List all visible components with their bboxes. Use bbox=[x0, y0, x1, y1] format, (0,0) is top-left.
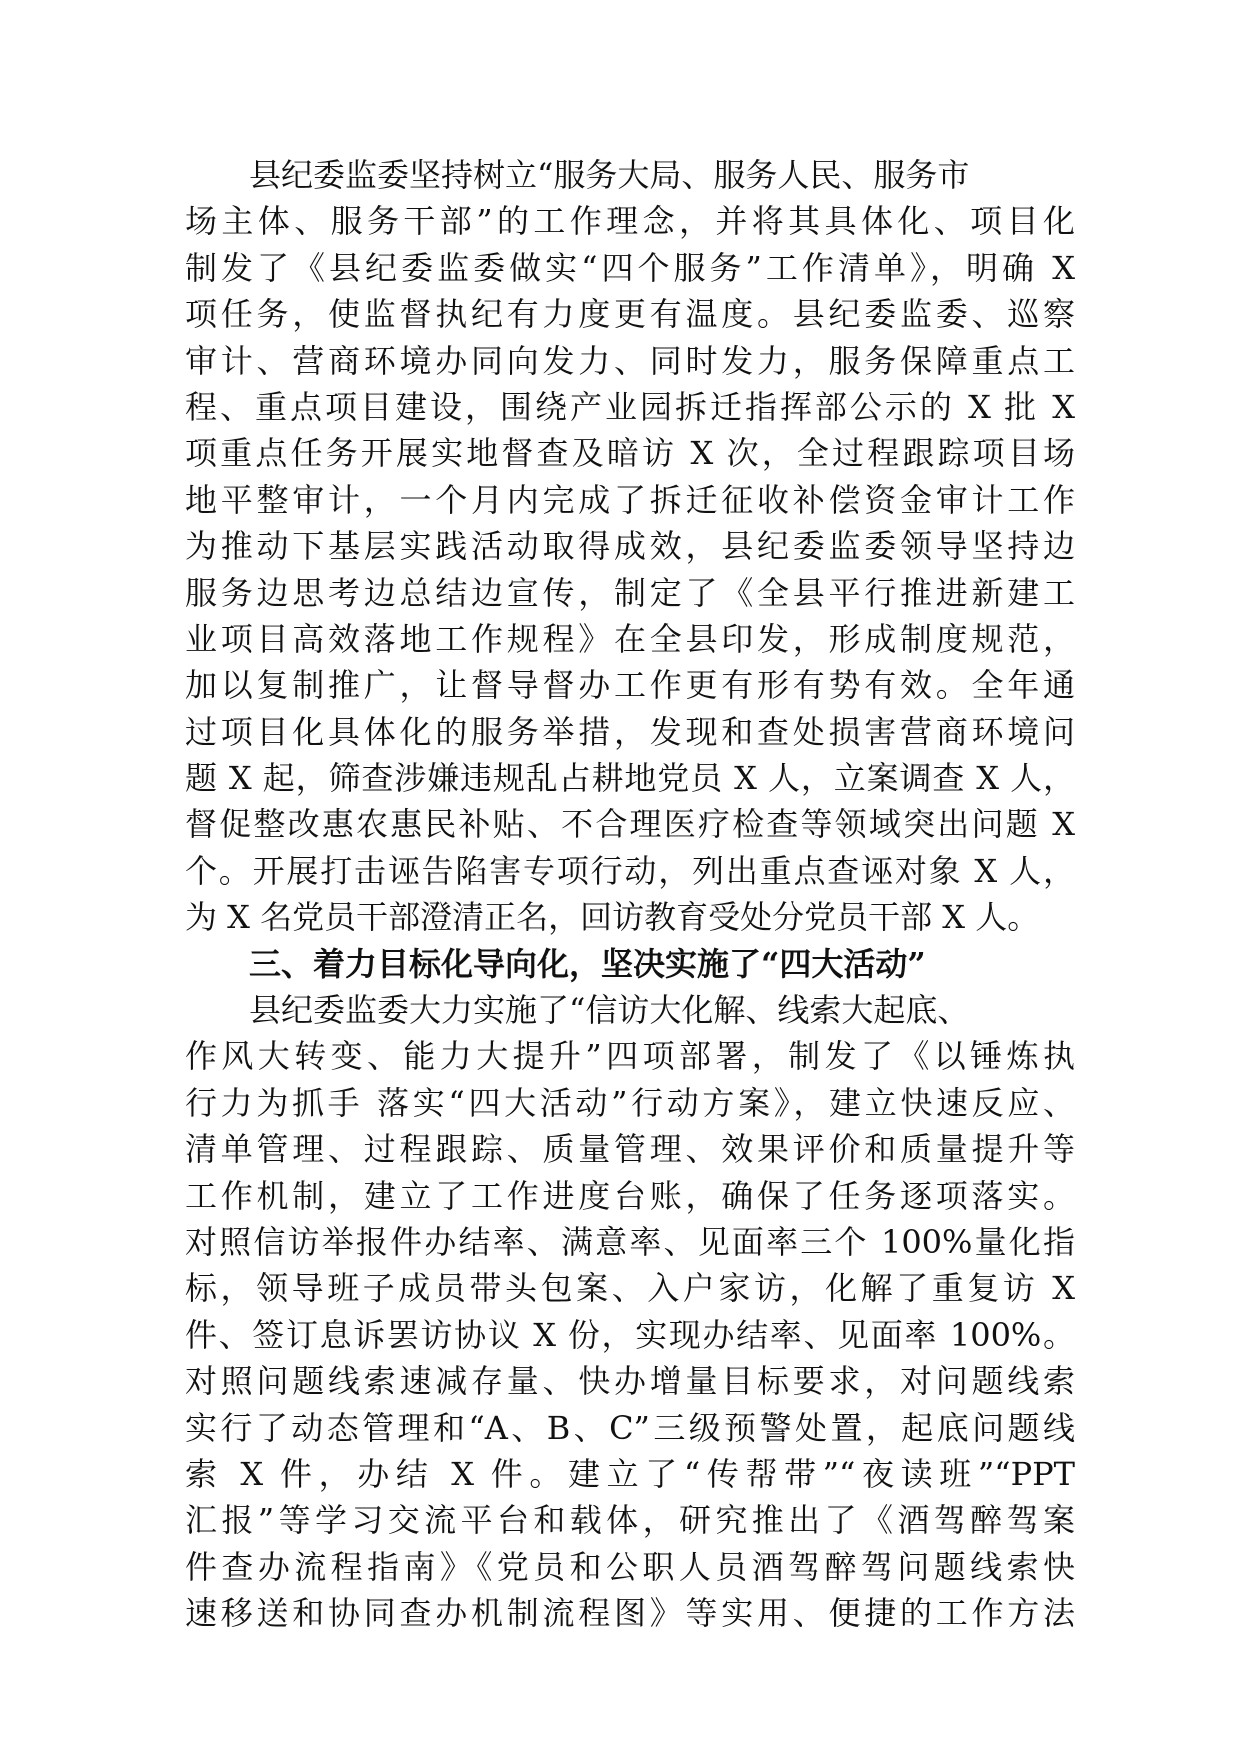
paragraph-line: 为 X 名党员干部澄清正名，回访教育受处分党员干部 X 人。 bbox=[185, 898, 1040, 937]
paragraph-line: 地平整审计，一个月内完成了拆迁征收补偿资金审计工作 bbox=[185, 480, 1075, 519]
paragraph-line: 业项目高效落地工作规程》在全县印发，形成制度规范， bbox=[185, 619, 1075, 658]
paragraph-line: 县纪委监委坚持树立“服务大局、服务人民、服务市 bbox=[249, 156, 970, 194]
paragraph-line: 制发了《县纪委监委做实“四个服务”工作清单》，明确 X bbox=[185, 248, 1075, 287]
paragraph-line: 对照信访举报件办结率、满意率、见面率三个 100%量化指 bbox=[185, 1222, 1075, 1261]
paragraph-line: 件查办流程指南》《党员和公职人员酒驾醉驾问题线索快 bbox=[185, 1547, 1075, 1586]
paragraph-line: 清单管理、过程跟踪、质量管理、效果评价和质量提升等 bbox=[185, 1130, 1075, 1169]
paragraph-line: 县纪委监委大力实施了“信访大化解、线索大起底、 bbox=[249, 991, 970, 1030]
paragraph-line: 实行了动态管理和“A、B、C”三级预警处置，起底问题线 bbox=[185, 1408, 1075, 1447]
paragraph-line: 行力为抓手 落实“四大活动”行动方案》，建立快速反应、 bbox=[185, 1083, 1075, 1122]
paragraph-line: 作风大转变、能力大提升”四项部署，制发了《以锤炼执 bbox=[185, 1037, 1075, 1076]
paragraph-line: 汇报”等学习交流平台和载体，研究推出了《酒驾醉驾案 bbox=[185, 1501, 1075, 1540]
paragraph-line: 加以复制推广，让督导督办工作更有形有势有效。全年通 bbox=[185, 666, 1075, 705]
paragraph-line: 为推动下基层实践活动取得成效，县纪委监委领导坚持边 bbox=[185, 527, 1075, 566]
paragraph-line: 服务边思考边总结边宣传，制定了《全县平行推进新建工 bbox=[185, 573, 1075, 612]
body-text bbox=[185, 152, 1075, 1637]
paragraph-line: 速移送和协同查办机制流程图》等实用、便捷的工作方法 bbox=[185, 1594, 1075, 1633]
paragraph-line: 题 X 起，筛查涉嫌违规乱占耕地党员 X 人，立案调查 X 人， bbox=[185, 759, 1075, 798]
paragraph-line: 工作机制，建立了工作进度台账，确保了任务逐项落实。 bbox=[185, 1176, 1075, 1215]
paragraph-line: 个。开展打击诬告陷害专项行动，列出重点查诬对象 X 人， bbox=[185, 851, 1075, 890]
paragraph-line: 程、重点项目建设，围绕产业园拆迁指挥部公示的 X 批 X bbox=[185, 387, 1075, 426]
paragraph-line: 场主体、服务干部”的工作理念，并将其具体化、项目化 bbox=[185, 202, 1075, 241]
paragraph-line: 标，领导班子成员带头包案、入户家访，化解了重复访 X bbox=[185, 1269, 1075, 1308]
paragraph-line: 督促整改惠农惠民补贴、不合理医疗检查等领域突出问题 X bbox=[185, 805, 1075, 844]
paragraph-line: 项重点任务开展实地督查及暗访 X 次，全过程跟踪项目场 bbox=[185, 434, 1075, 473]
paragraph-line: 对照问题线索速减存量、快办增量目标要求，对问题线索 bbox=[185, 1362, 1075, 1401]
paragraph-line: 项任务，使监督执纪有力度更有温度。县纪委监委、巡察 bbox=[185, 295, 1075, 334]
paragraph-line: 审计、营商环境办同向发力、同时发力，服务保障重点工 bbox=[185, 341, 1075, 380]
paragraph-line: 件、签订息诉罢访协议 X 份，实现办结率、见面率 100%。 bbox=[185, 1315, 1075, 1354]
paragraph-line: 索 X 件，办结 X 件。建立了“传帮带”“夜读班”“PPT bbox=[185, 1454, 1075, 1493]
paragraph-line: 过项目化具体化的服务举措，发现和查处损害营商环境问 bbox=[185, 712, 1075, 751]
section-heading: 三、着力目标化导向化，坚决实施了“四大活动” bbox=[249, 944, 926, 983]
